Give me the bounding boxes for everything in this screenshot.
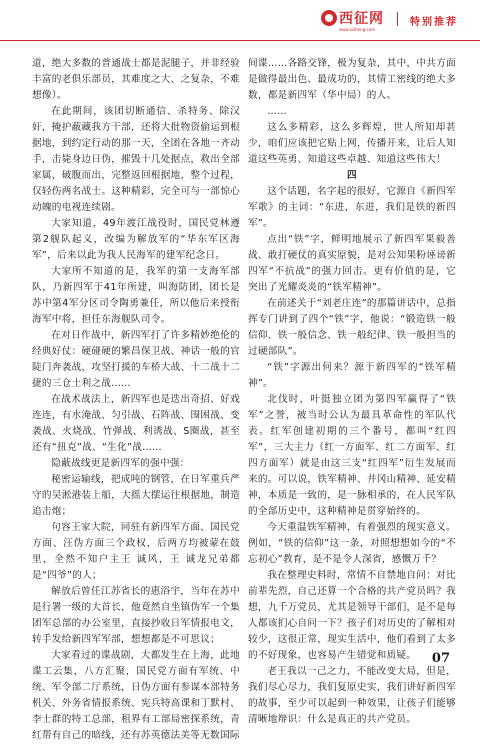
header-rule: [0, 40, 480, 41]
paragraph: 在前述关于“刘老庄连”的那篇讲话中，总指挥专门讲到了四个“铁”字，他说：“锻造铁一般信仰、铁一般信念、铁一般纪律、铁一般担当的过硬部队”。: [248, 298, 456, 357]
paragraph: 老王我以一己之力，不能改变大局，但是，我们尽心尽力，我们复原史实，我们讲好新四军的故事，至少可以起到一种效果，让孩子们能够清晰地辩识：什么是真正的共产党员。: [248, 666, 456, 725]
paragraph: ……: [267, 106, 287, 117]
paragraph: 在战术战法上，新四军也是迭出奇招、好戏连连，有水淹战、匀引战、石阵战、围困战、变袭战、火烧战、竹弹战、利诱战、S圈战，甚至还有“扭克”战、“生化”战……: [32, 394, 240, 453]
paragraph: 间谍……各路交锋，极为复杂，其中，中共方面是做得最出色、最成功的，其情工密线的绝大多数，都是新四军（华中局）的人。: [248, 58, 456, 101]
logo-text: 西征网: [339, 11, 384, 27]
paragraph: 大家知道，49年渡江战役时，国民党林遵第2舰队起义，改编为解放军的“华东军区海军”，后来以此为我人民海军的建军纪念日。: [32, 218, 240, 261]
paragraph: 这个话题，名字起的很好，它源自《新四军军歌》的主词：“东进，东进，我们是铁的新四军”。: [248, 186, 456, 229]
paragraph: 道，绝大多数的普通战士都是泥腿子，并非经验丰富的老俱乐部员，其难度之大、之复杂，不难想像）。: [32, 58, 240, 101]
paragraph: 大家所不知道的是，我军的第一支海军部队，乃新四军于41年所建，叫海防团，团长是苏中第4军分区司令陶勇兼任，所以他后来授衔海军中将，担任东海舰队司令。: [32, 266, 240, 325]
paragraph: 大家看过的谍战剧，大都发生在上海，此地谍工云集，八方汇聚，国民党方面有军统、中统、军令部二厅系统，日伪方面有参谋本部特务机关、外务省情报系统、宪兵特高课和丁默村、李士群的特工总部，租界有工部局密探系统，青红帮有自己的暗线，还有苏英德法美等无数国际: [32, 650, 240, 741]
brand-logo: [321, 8, 384, 32]
paragraph: 秘密运输线，把成吨的钢管，在日军重兵严守的吴淞港装上船，大摇大摆运往根据地，制造追击炮；: [32, 474, 240, 517]
paragraph: 隐蔽战线更是新四军的强中强：: [51, 458, 190, 469]
paragraph: 这么多精彩，这么多辉煌，世人所知却甚少，咱们应该把它贴上网，传播开来，让后人知道这些英勇、知道这些卓越、知道这些伟大！: [248, 122, 456, 165]
paragraph: 在对日作战中，新四军打了许多精妙绝伦的经典好仗：硬碰硬的繁昌保卫战、神话一般的官陡门奔袭战，攻坚打援的车桥大战、十二战十二捷的三仓土利之战……: [32, 330, 240, 389]
paragraph: 句容王家大院，同驻有新四军方面、国民党方面、汪伪方面三个政权，后两方均被蒙在鼓里，全然不知户主王 诚风，王 诚龙兄弟都是“四爷”的人；: [32, 522, 240, 581]
paragraph: 今天重温铁军精神，有着强烈的现实意义。例如，“铁的信仰”这一条，对照想想如今的“不忘初心”教育，是不是令人深省，感慨万千？: [248, 522, 456, 565]
section-number: 四: [347, 170, 357, 181]
paragraph: 点出“铁”字，鲜明地展示了新四军果毅善战、敢打硬仗的真实原貌，是对公知果粉诬谤新四军“不抗战”的强力回击。更有价值的是，它突出了光耀炎炎的“铁军精神”。: [248, 234, 456, 293]
logo-icon: [321, 10, 337, 26]
column-name: 特别推荐: [410, 17, 458, 28]
paragraph: 在此期间，该团切断通信、杀特务、除汉奸，掩护蔽藏我方干部，还将大批物资偷运到根据地，到约定行动的那一天，全团在各地一齐动手，击毙身边日伪，摧毁十几处据点，救出全部家属，破腹而出，完整返回根据地，整个过程，仅轻伤两名战士。这种精彩，完全可与一部惊心动魄的电视连续剧。: [32, 106, 240, 213]
paragraph: “铁”字源出何来？源于新四军的“铁军精神”。: [248, 362, 456, 389]
paragraph: 我在整理史料时，常情不自禁地自问：对比前辈先烈，自己还算一个合格的共产党员吗？我想，九千万党员，尤其是领导干部们，是不是每人都该扪心自问一下？孩子们对历史的了解相对较少，这很正常，现实生活中，他们看到了太多的不好现象，也容易产生错觉和质疑。: [248, 570, 456, 661]
left-text-column: [32, 56, 240, 741]
header-divider: [397, 12, 398, 26]
logo-subtext: www.xizheng.com: [339, 27, 376, 32]
paragraph: 北伐时，叶挺独立团为第四军赢得了“铁军”之誉，被当时公认为最具革命性的军队代表。红军创建初期的三个番号，都叫“红四军”，三大主力（红一方面军、红二方面军、红四方面军）就是由这三支“红四军”衍生发展而来的。可以说，铁军精神、井冈山精神、延安精神，本质是一致的，是一脉相承的，在人民军队的全部历史中，这种精神是贯穿始终的。: [248, 394, 456, 517]
paragraph: 解放后曾任江苏省长的惠浴宇，当年在苏中是行署一级的大首长，他竟然自坐镇伪军一个集团军总部的办公室里，直接抄收日军情报电文，转手发给新四军军部，想想都是不可思议；: [32, 586, 240, 645]
page-header: [0, 0, 480, 42]
page-number: 07: [431, 651, 450, 666]
